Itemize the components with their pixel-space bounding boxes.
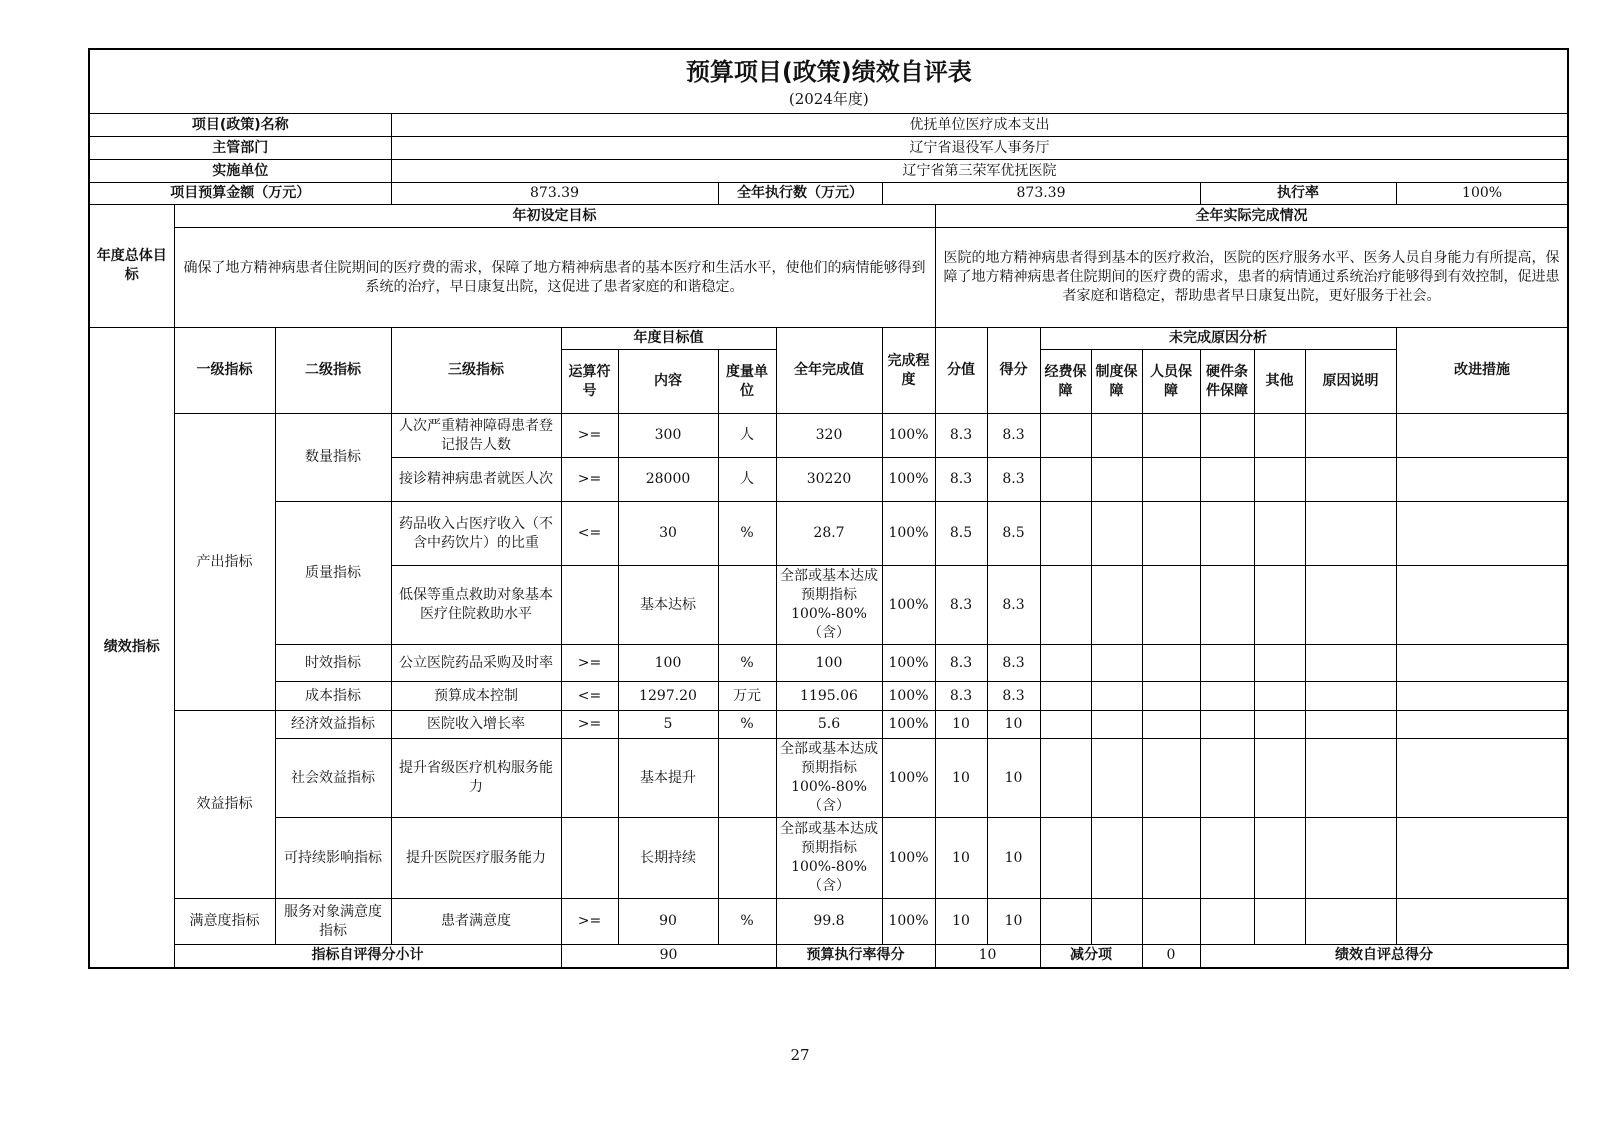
budget-value: 873.39 [391,183,718,205]
reason-cell [1091,818,1142,899]
improve-cell [1396,711,1568,739]
indicator-score: 8.5 [987,502,1040,566]
improve-cell [1396,818,1568,899]
indicator-score: 10 [987,739,1040,818]
indicator-operator: <= [561,682,618,711]
indicator-name: 药品收入占医疗收入（不含中药饮片）的比重 [391,502,561,566]
reason-cell [1254,711,1305,739]
reason-cell [1091,566,1142,645]
indicator-name: 公立医院药品采购及时率 [391,645,561,682]
indicator-weight: 8.5 [935,502,987,566]
group-satisfaction: 满意度指标 [174,899,275,945]
reason-cell [1254,458,1305,502]
reason-cell [1040,458,1091,502]
group-cost: 成本指标 [275,682,391,711]
indicator-name: 人次严重精神障碍患者登记报告人数 [391,414,561,458]
reason-cell [1040,502,1091,566]
improve-cell [1396,682,1568,711]
budget-score-label: 预算执行率得分 [776,945,935,968]
header-level1: 一级指标 [174,328,275,414]
indicator-degree: 100% [882,711,935,739]
indicator-operator [561,739,618,818]
exec-label: 全年执行数（万元） [718,183,882,205]
reason-cell [1254,682,1305,711]
indicator-content: 90 [618,899,718,945]
indicator-name: 医院收入增长率 [391,711,561,739]
indicator-content: 100 [618,645,718,682]
reason-cell [1040,682,1091,711]
reason-cell [1040,899,1091,945]
improve-cell [1396,502,1568,566]
reason-cell [1142,682,1200,711]
header-actual: 全年完成值 [776,328,882,414]
indicator-operator: >= [561,711,618,739]
indicator-content: 30 [618,502,718,566]
header-content: 内容 [618,350,718,414]
reason-cell [1305,566,1396,645]
group-quantity: 数量指标 [275,414,391,502]
rate-label: 执行率 [1200,183,1396,205]
indicator-section-label: 绩效指标 [89,328,174,968]
header-weight: 分值 [935,328,987,414]
group-benefit: 效益指标 [174,711,275,899]
indicator-content: 基本提升 [618,739,718,818]
indicator-operator [561,566,618,645]
reason-cell [1040,739,1091,818]
actual-goal-header: 全年实际完成情况 [935,205,1568,228]
indicator-score: 10 [987,711,1040,739]
reason-cell [1091,899,1142,945]
reason-cell [1142,711,1200,739]
total-label: 绩效自评总得分 [1200,945,1568,968]
reason-cell [1091,458,1142,502]
indicator-score: 8.3 [987,682,1040,711]
budget-score-value: 10 [935,945,1040,968]
indicator-unit: 人 [718,414,776,458]
reason-cell [1142,899,1200,945]
header-improve: 改进措施 [1396,328,1568,414]
improve-cell [1396,414,1568,458]
evaluation-sheet [88,48,1560,969]
reason-cell [1254,739,1305,818]
reason-cell [1200,899,1254,945]
indicator-weight: 10 [935,711,987,739]
reason-cell [1142,739,1200,818]
indicator-score: 8.3 [987,645,1040,682]
reason-cell [1254,566,1305,645]
reason-cell [1142,566,1200,645]
header-level3: 三级指标 [391,328,561,414]
deduct-value: 0 [1142,945,1200,968]
indicator-actual: 全部或基本达成预期指标100%-80%（含） [776,739,882,818]
reason-cell [1142,502,1200,566]
indicator-content: 28000 [618,458,718,502]
indicator-weight: 10 [935,739,987,818]
indicator-unit [718,566,776,645]
indicator-unit [718,818,776,899]
evaluation-table [88,48,1569,969]
reason-cell [1091,682,1142,711]
indicator-content: 长期持续 [618,818,718,899]
indicator-operator: >= [561,414,618,458]
improve-cell [1396,645,1568,682]
group-service-sat: 服务对象满意度指标 [275,899,391,945]
indicator-unit: % [718,899,776,945]
indicator-degree: 100% [882,645,935,682]
reason-cell [1200,739,1254,818]
subtotal-value: 90 [561,945,776,968]
annual-goal-label: 年度总体目标 [89,205,174,328]
reason-cell [1305,645,1396,682]
indicator-content: 300 [618,414,718,458]
reason-cell [1040,645,1091,682]
indicator-operator: <= [561,502,618,566]
reason-cell [1040,414,1091,458]
indicator-unit: % [718,645,776,682]
actual-goal-text: 医院的地方精神病患者得到基本的医疗救治，医院的医疗服务水平、医务人员自身能力有所提高，保障了地方精神病患者住院期间的医疗费的需求，患者的病情通过系统治疗能够得到有效控制，促进患者家庭和谐稳定，帮助患者早日康复出院，更好服务于社会。 [935,228,1568,328]
form-title: 预算项目(政策)绩效自评表 [685,57,972,86]
indicator-name: 预算成本控制 [391,682,561,711]
indicator-unit: % [718,711,776,739]
reason-cell [1142,458,1200,502]
page-number: 27 [790,1046,810,1064]
improve-cell [1396,739,1568,818]
header-score: 得分 [987,328,1040,414]
reason-cell [1040,818,1091,899]
improve-cell [1396,458,1568,502]
header-system: 制度保障 [1091,350,1142,414]
indicator-content: 5 [618,711,718,739]
reason-cell [1142,414,1200,458]
header-staff: 人员保障 [1142,350,1200,414]
indicator-actual: 100 [776,645,882,682]
indicator-score: 8.3 [987,458,1040,502]
indicator-degree: 100% [882,899,935,945]
indicator-content: 基本达标 [618,566,718,645]
budget-label: 项目预算金额（万元） [89,183,391,205]
reason-cell [1091,739,1142,818]
indicator-actual: 全部或基本达成预期指标100%-80%（含） [776,818,882,899]
indicator-name: 低保等重点救助对象基本医疗住院救助水平 [391,566,561,645]
header-reason-group: 未完成原因分析 [1040,328,1396,350]
reason-cell [1200,458,1254,502]
reason-cell [1142,645,1200,682]
group-economic: 经济效益指标 [275,711,391,739]
indicator-actual: 99.8 [776,899,882,945]
indicator-unit [718,739,776,818]
unit-value: 辽宁省第三荣军优抚医院 [391,160,1568,183]
indicator-operator: >= [561,645,618,682]
header-unit: 度量单位 [718,350,776,414]
dept-value: 辽宁省退役军人事务厅 [391,137,1568,160]
header-degree: 完成程度 [882,328,935,414]
reason-cell [1305,682,1396,711]
reason-cell [1254,502,1305,566]
indicator-actual: 30220 [776,458,882,502]
reason-cell [1254,899,1305,945]
indicator-name: 接诊精神病患者就医人次 [391,458,561,502]
indicator-actual: 5.6 [776,711,882,739]
indicator-operator: >= [561,458,618,502]
indicator-weight: 10 [935,818,987,899]
group-output: 产出指标 [174,414,275,711]
dept-label: 主管部门 [89,137,391,160]
indicator-score: 8.3 [987,566,1040,645]
reason-cell [1142,818,1200,899]
project-name-label: 项目(政策)名称 [89,114,391,137]
reason-cell [1305,711,1396,739]
group-social: 社会效益指标 [275,739,391,818]
reason-cell [1254,414,1305,458]
planned-goal-text: 确保了地方精神病患者住院期间的医疗费的需求，保障了地方精神病患者的基本医疗和生活水平，使他们的病情能够得到系统的治疗，早日康复出院，这促进了患者家庭的和谐稳定。 [174,228,935,328]
reason-cell [1200,566,1254,645]
reason-cell [1091,711,1142,739]
indicator-unit: 人 [718,458,776,502]
planned-goal-header: 年初设定目标 [174,205,935,228]
indicator-actual: 全部或基本达成预期指标100%-80%（含） [776,566,882,645]
indicator-degree: 100% [882,502,935,566]
indicator-actual: 1195.06 [776,682,882,711]
reason-cell [1305,818,1396,899]
reason-cell [1254,818,1305,899]
header-funding: 经费保障 [1040,350,1091,414]
reason-cell [1200,818,1254,899]
reason-cell [1305,739,1396,818]
reason-cell [1305,414,1396,458]
reason-cell [1254,645,1305,682]
group-timeliness: 时效指标 [275,645,391,682]
reason-cell [1091,414,1142,458]
reason-cell [1200,711,1254,739]
indicator-weight: 10 [935,899,987,945]
indicator-operator: >= [561,899,618,945]
reason-cell [1200,682,1254,711]
indicator-name: 患者满意度 [391,899,561,945]
improve-cell [1396,566,1568,645]
indicator-weight: 8.3 [935,682,987,711]
title-block [89,49,1568,114]
indicator-degree: 100% [882,739,935,818]
rate-value: 100% [1396,183,1568,205]
indicator-degree: 100% [882,818,935,899]
indicator-weight: 8.3 [935,414,987,458]
indicator-unit: 万元 [718,682,776,711]
header-operator: 运算符号 [561,350,618,414]
header-level2: 二级指标 [275,328,391,414]
indicator-weight: 8.3 [935,566,987,645]
indicator-degree: 100% [882,414,935,458]
reason-cell [1091,645,1142,682]
reason-cell [1305,502,1396,566]
indicator-operator [561,818,618,899]
indicator-unit: % [718,502,776,566]
indicator-name: 提升省级医疗机构服务能力 [391,739,561,818]
indicator-weight: 8.3 [935,458,987,502]
subtotal-label: 指标自评得分小计 [174,945,561,968]
group-quality: 质量指标 [275,502,391,645]
reason-cell [1200,645,1254,682]
reason-cell [1091,502,1142,566]
header-hardware: 硬件条件保障 [1200,350,1254,414]
form-year: (2024年度) [788,89,869,108]
deduct-label: 减分项 [1040,945,1142,968]
reason-cell [1305,458,1396,502]
indicator-score: 8.3 [987,414,1040,458]
exec-value: 873.39 [882,183,1200,205]
reason-cell [1200,414,1254,458]
reason-cell [1200,502,1254,566]
indicator-degree: 100% [882,682,935,711]
indicator-degree: 100% [882,458,935,502]
indicator-score: 10 [987,818,1040,899]
improve-cell [1396,899,1568,945]
header-other: 其他 [1254,350,1305,414]
unit-label: 实施单位 [89,160,391,183]
reason-cell [1040,566,1091,645]
header-target-group: 年度目标值 [561,328,776,350]
indicator-content: 1297.20 [618,682,718,711]
reason-cell [1040,711,1091,739]
group-sustain: 可持续影响指标 [275,818,391,899]
indicator-name: 提升医院医疗服务能力 [391,818,561,899]
header-explanation: 原因说明 [1305,350,1396,414]
project-name-value: 优抚单位医疗成本支出 [391,114,1568,137]
reason-cell [1305,899,1396,945]
indicator-actual: 28.7 [776,502,882,566]
indicator-score: 10 [987,899,1040,945]
indicator-actual: 320 [776,414,882,458]
indicator-weight: 8.3 [935,645,987,682]
indicator-degree: 100% [882,566,935,645]
